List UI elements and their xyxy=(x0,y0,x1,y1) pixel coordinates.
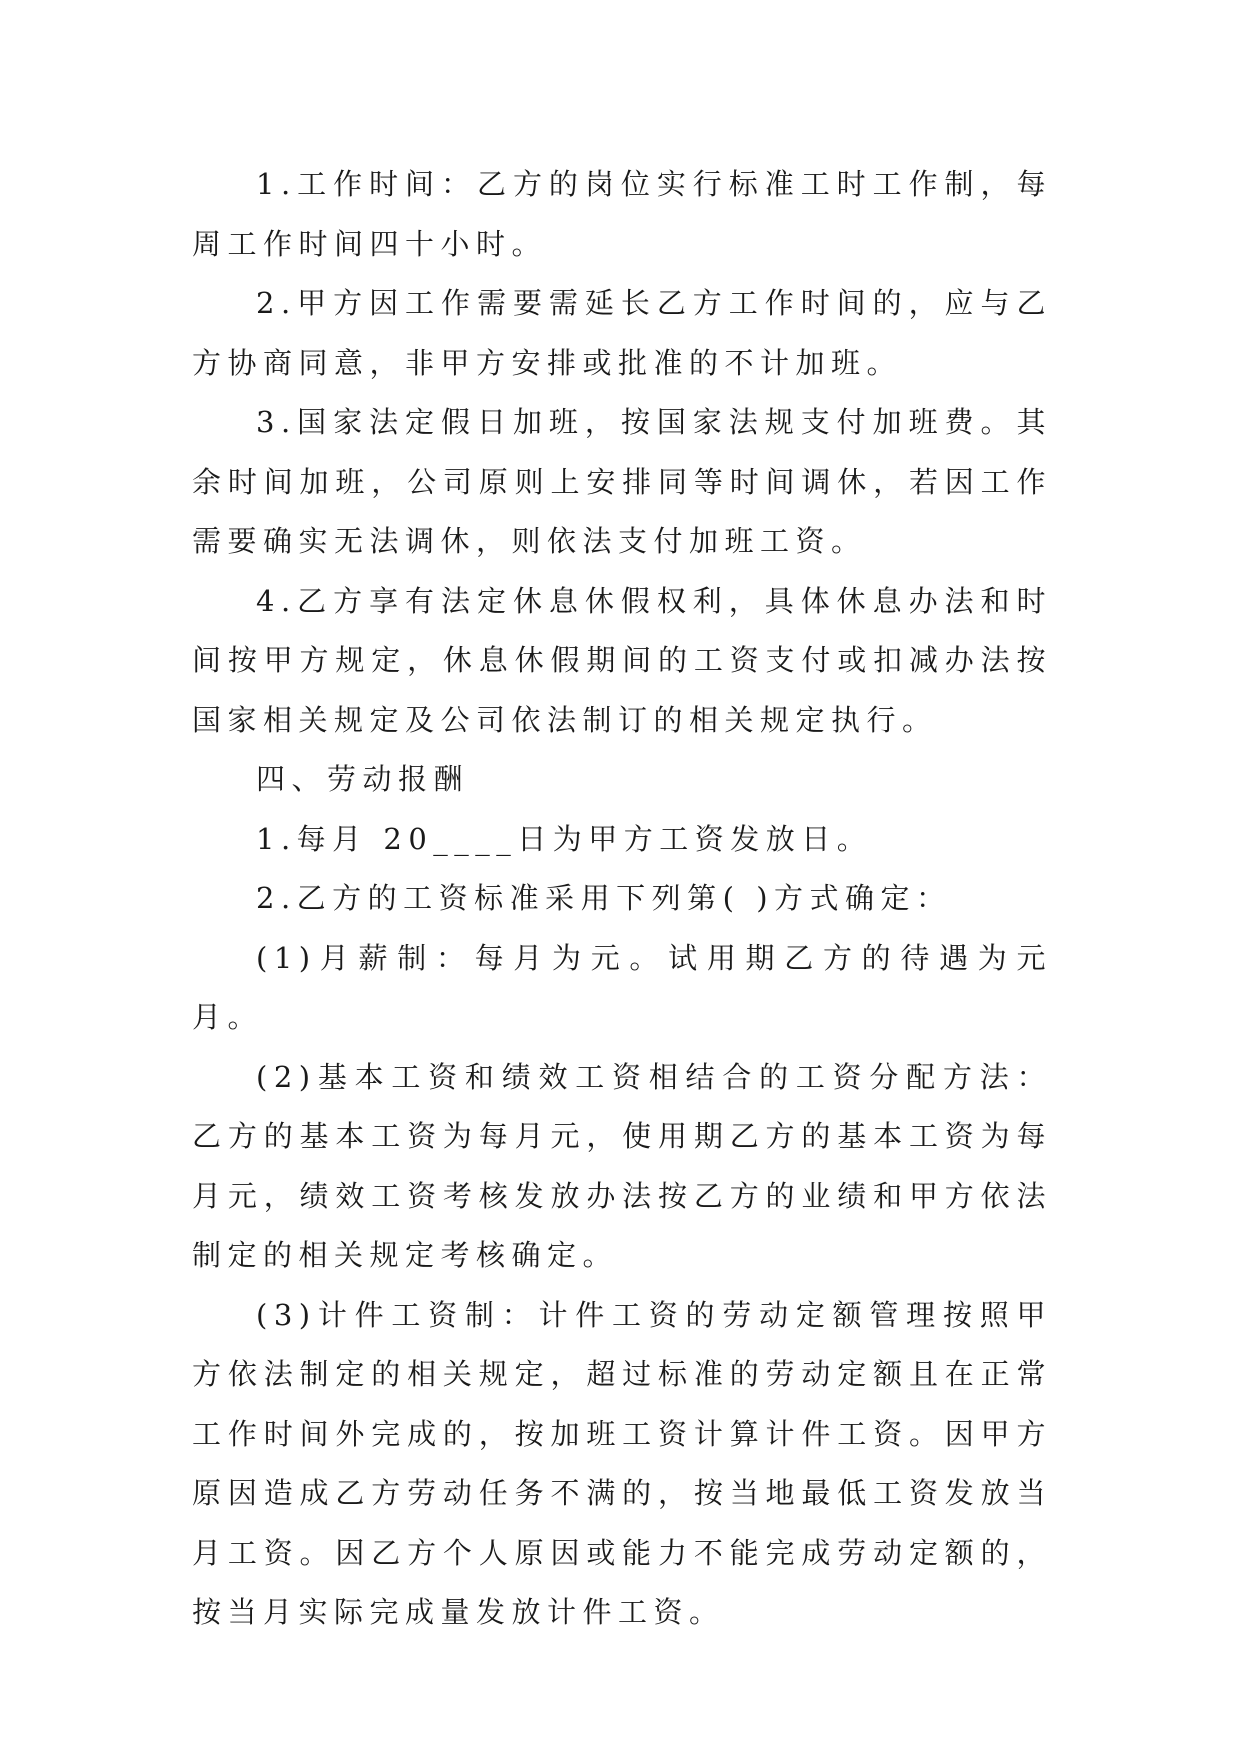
paragraph-work-hours: 1.工作时间：乙方的岗位实行标准工时工作制，每周工作时间四十小时。 xyxy=(192,167,1052,261)
paragraph-monthly-salary: (1)月薪制：每月为元。试用期乙方的待遇为元月。 xyxy=(192,940,1052,1034)
section-heading-remuneration: 四、劳动报酬 xyxy=(256,762,470,796)
paragraph-piece-rate: (3)计件工资制：计件工资的劳动定额管理按照甲方依法制定的相关规定，超过标准的劳动定额且在正常工作时间外完成的，按加班工资计算计件工资。因甲方原因造成乙方劳动任务不满的，按当地最低工资发放当月工资。因乙方个人原因或能力不能完成劳动定额的，按当月实际完成量发放计件工资。 xyxy=(192,1297,1052,1629)
paragraph-rest-leave: 4.乙方享有法定休息休假权利，具体休息办法和时间按甲方规定，休息休假期间的工资支付或扣减办法按国家相关规定及公司依法制订的相关规定执行。 xyxy=(192,583,1052,737)
paragraph-overtime-extension: 2.甲方因工作需要需延长乙方工作时间的，应与乙方协商同意，非甲方安排或批准的不计加班。 xyxy=(192,286,1052,380)
paragraph-payday: 1.每月 20____日为甲方工资发放日。 xyxy=(256,821,873,856)
document-body xyxy=(192,155,1052,1643)
paragraph-wage-method: 2.乙方的工资标准采用下列第( )方式确定： xyxy=(256,881,952,915)
paragraph-base-performance: (2)基本工资和绩效工资相结合的工资分配方法：乙方的基本工资为每月元，使用期乙方的基本工资为每月元，绩效工资考核发放办法按乙方的业绩和甲方依法制定的相关规定考核确定。 xyxy=(192,1059,1052,1272)
paragraph-holiday-overtime: 3.国家法定假日加班，按国家法规支付加班费。其余时间加班，公司原则上安排同等时间调休，若因工作需要确实无法调休，则依法支付加班工资。 xyxy=(192,405,1052,558)
